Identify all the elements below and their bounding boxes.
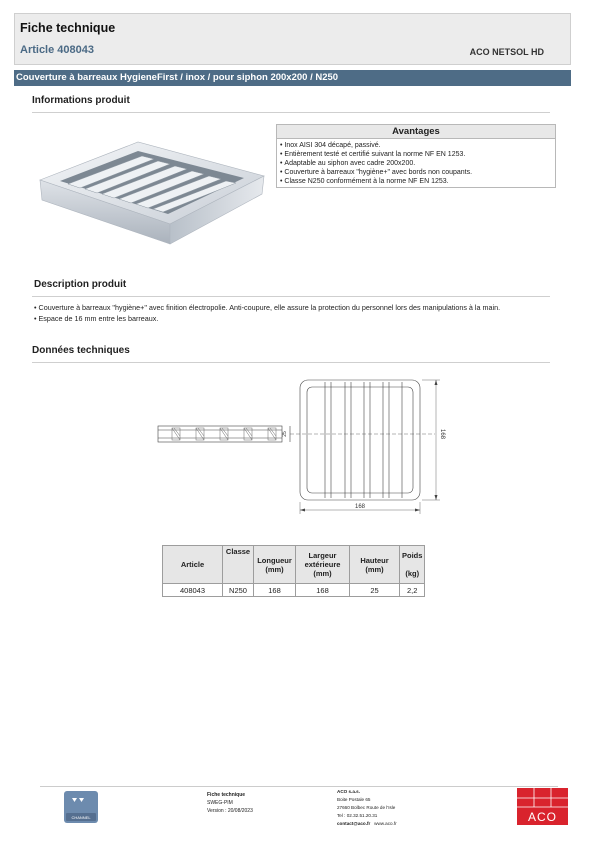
footer-company-address: 27660 Bolbec Route de l'Isle [337, 805, 396, 810]
footer-doc-code: SWEG-PIM [207, 800, 233, 806]
advantages-box [276, 124, 556, 188]
list-item: • Couverture à barreaux "hygiène+" avec finition électropolie. Anti-coupure, elle assure la protection du personnel lors des manipulations à la main. [34, 303, 554, 312]
list-item: • Espace de 16 mm entre les barreaux. [34, 314, 554, 323]
col-header-largeur: Largeur extérieure (mm) [296, 546, 350, 584]
advantages-title: Avantages [277, 125, 555, 139]
footer-doc-title: Fiche technique [207, 792, 246, 798]
article-number: Article 408043 [20, 44, 94, 56]
list-item: • Classe N250 conformément à la norme NF EN 1253. [280, 177, 553, 186]
footer-email-link[interactable]: contact@aco.fr [337, 821, 371, 826]
section-title-technical: Données techniques [32, 345, 130, 356]
section-title-info: Informations produit [32, 95, 130, 106]
list-item: • Entièrement testé et certifié suivant la norme NF EN 1253. [280, 150, 553, 159]
section-rule [32, 362, 550, 363]
footer-company-info [337, 788, 397, 828]
table-row [163, 584, 425, 597]
dimension-height: 168 [439, 428, 445, 440]
list-item: • Couverture à barreaux "hygiène+" avec bords non coupants. [280, 168, 553, 177]
document-header [14, 13, 571, 65]
footer-company-po: Boite Postale 65 [337, 797, 371, 802]
aco-logo-icon [517, 788, 568, 825]
footer-doc-version: Version : 20/08/2023 [207, 808, 253, 814]
section-rule [32, 112, 550, 113]
footer-web-link[interactable]: www.aco.fr [374, 821, 397, 826]
footer-document-info [207, 791, 253, 815]
col-header-poids: Poids (kg) [400, 546, 425, 584]
cell-article: 408043 [163, 584, 223, 597]
section-rule [32, 296, 550, 297]
col-header-classe: Classe [223, 546, 254, 584]
technical-drawing [150, 370, 450, 520]
description-list [34, 303, 554, 325]
footer-company-name: ACO s.a.s. [337, 789, 360, 794]
footer-company-phone: Tel : 02.32.51.20.31 [337, 813, 378, 818]
col-header-article: Article [163, 546, 223, 584]
cell-hauteur: 25 [350, 584, 400, 597]
product-title-bar: Couverture à barreaux HygieneFirst / inox / pour siphon 200x200 / N250 [14, 70, 571, 86]
channel-logo-text: CHANNEL [71, 815, 91, 820]
footer-rule [40, 786, 558, 787]
dimension-thickness: 25 [282, 431, 288, 437]
brand-name: ACO NETSOL HD [469, 47, 544, 57]
document-title: Fiche technique [20, 21, 116, 35]
table-header-row [163, 546, 425, 584]
spec-table [162, 545, 425, 597]
list-item: • Inox AISI 304 décapé, passivé. [280, 141, 553, 150]
cell-longueur: 168 [254, 584, 296, 597]
col-header-hauteur: Hauteur (mm) [350, 546, 400, 584]
cell-poids: 2,2 [400, 584, 425, 597]
col-header-longueur: Longueur (mm) [254, 546, 296, 584]
section-title-description: Description produit [34, 279, 127, 290]
aco-logo-text: ACO [527, 810, 558, 824]
advantages-list [277, 139, 555, 186]
list-item: • Adaptable au siphon avec cadre 200x200. [280, 159, 553, 168]
cell-largeur: 168 [296, 584, 350, 597]
product-grate-image [30, 132, 270, 254]
cell-classe: N250 [223, 584, 254, 597]
dimension-width: 168 [354, 504, 366, 510]
channel-logo-icon [64, 791, 98, 823]
